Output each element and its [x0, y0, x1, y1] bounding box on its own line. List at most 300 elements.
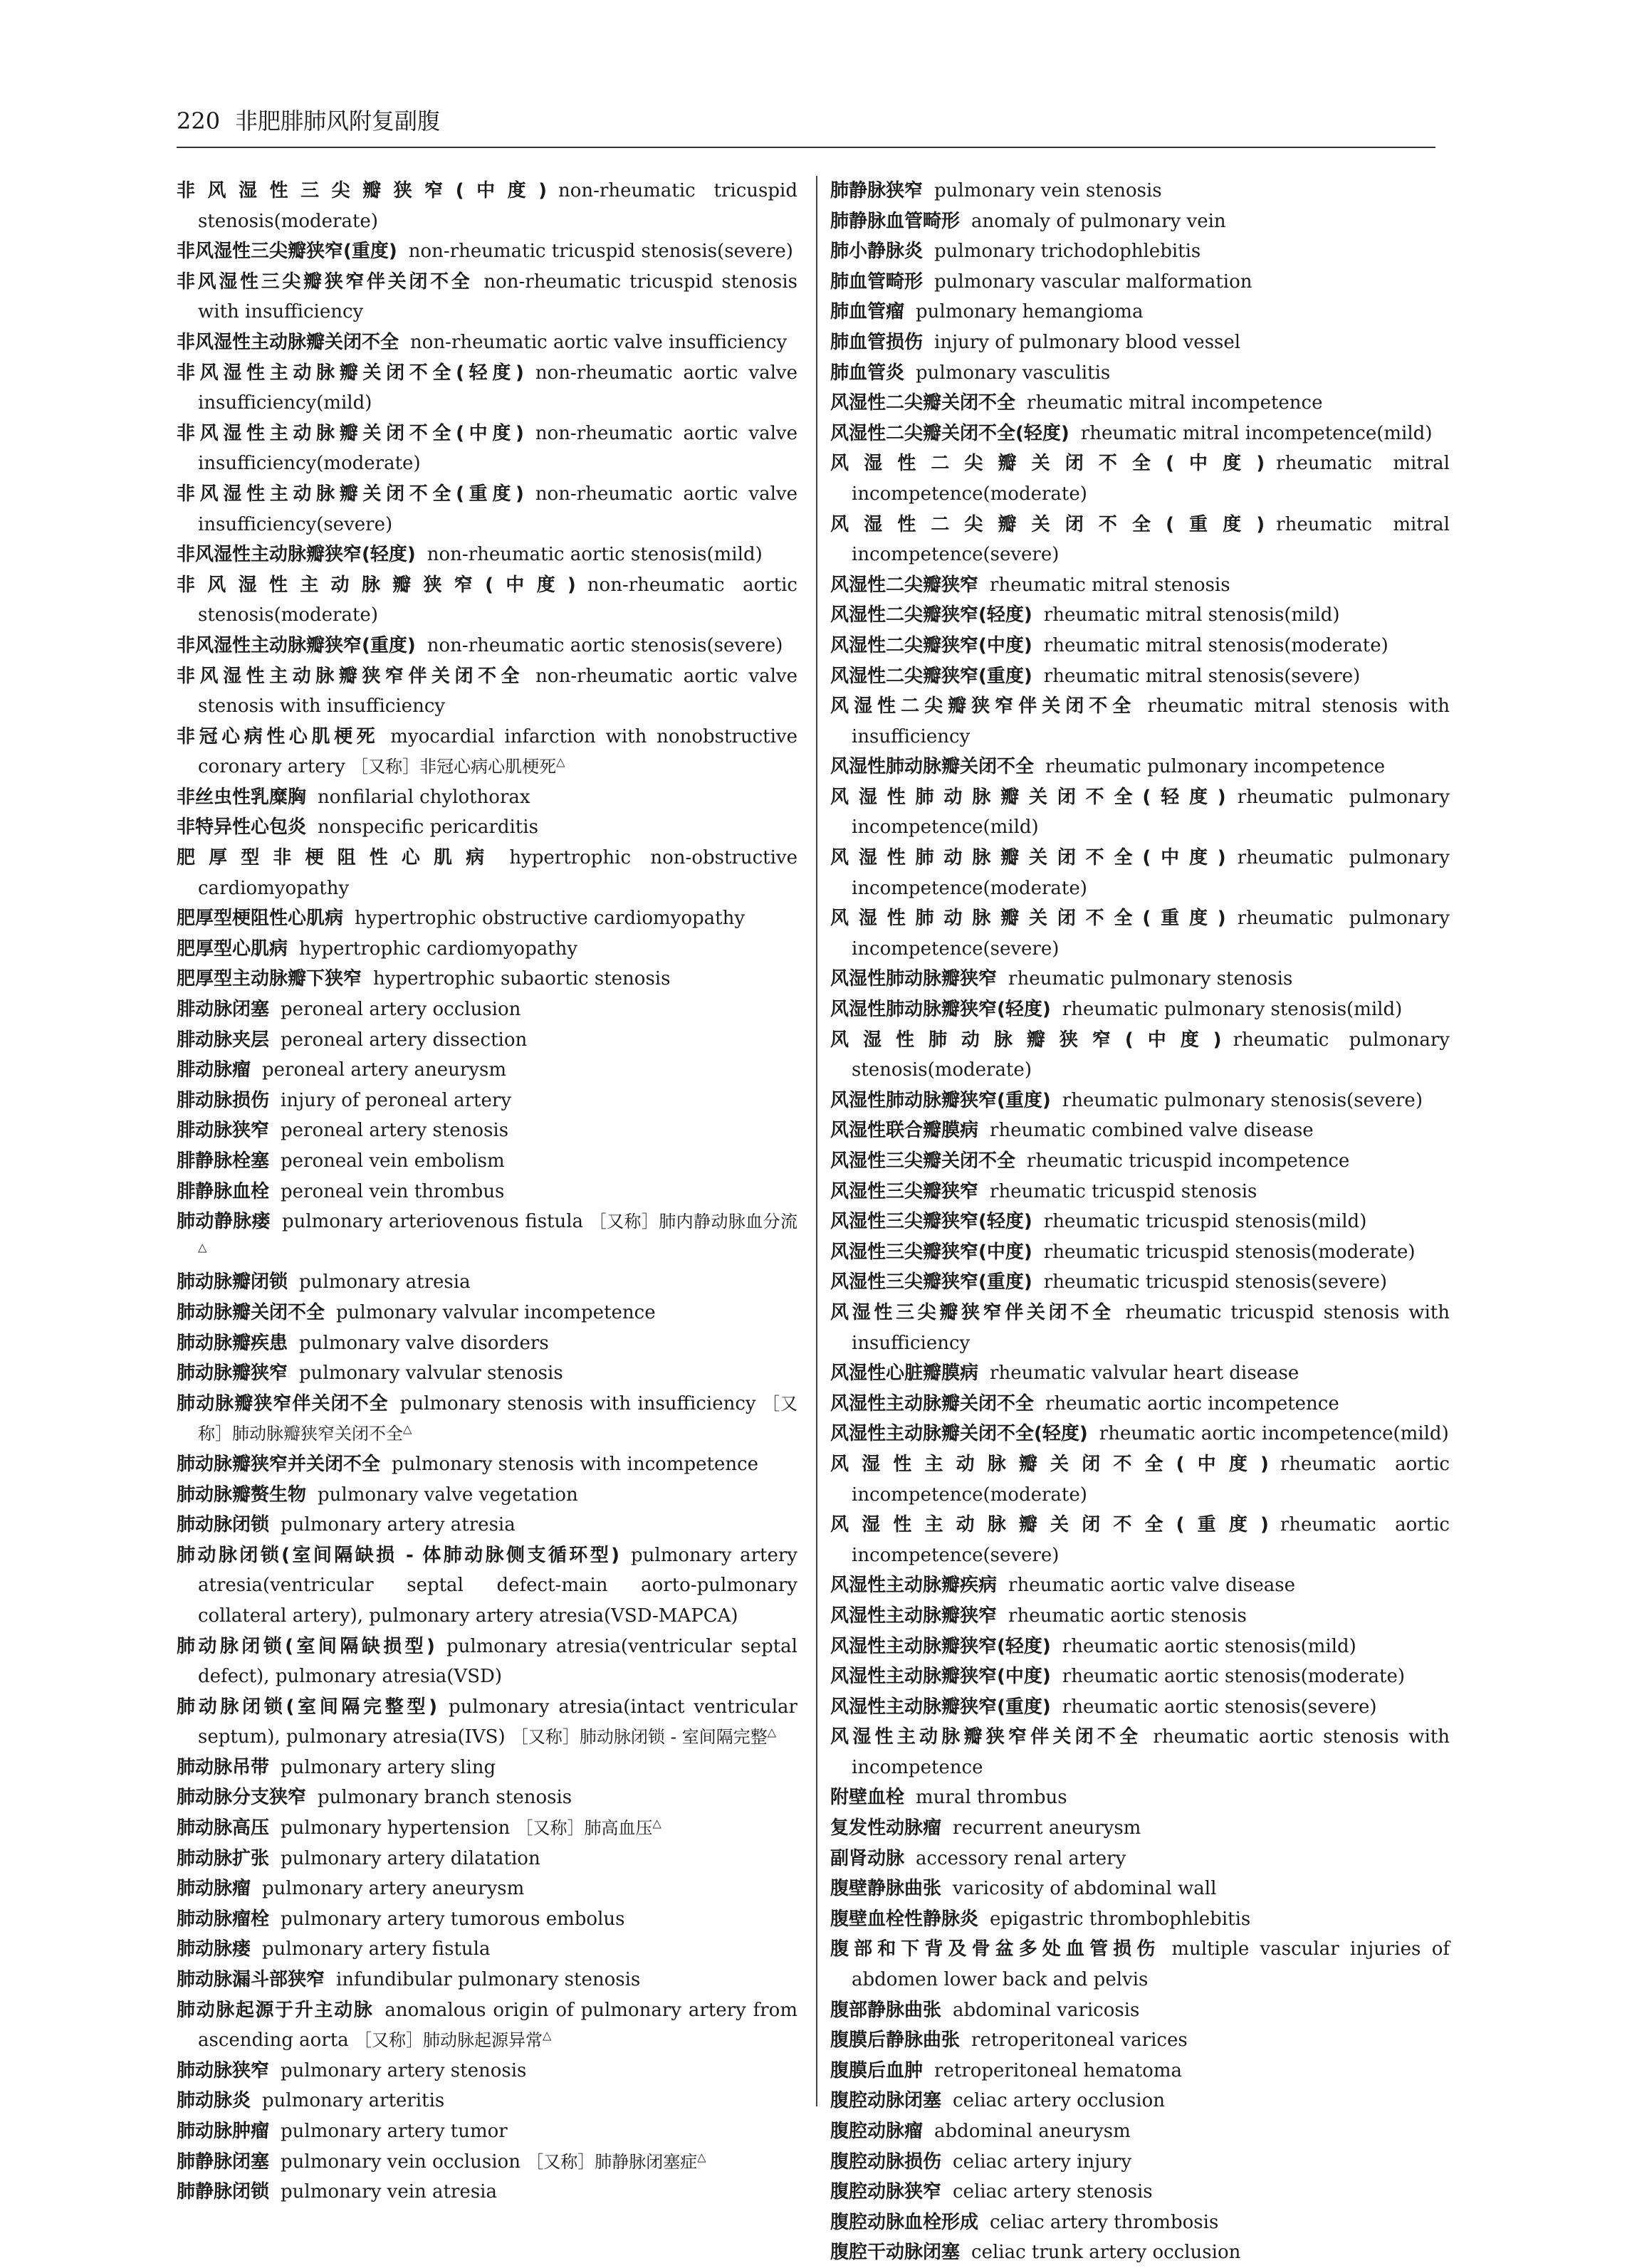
- term-english: rheumatic pulmonary stenosis(mild): [1062, 999, 1403, 1021]
- glossary-entry: [177, 1844, 797, 1874]
- glossary-entry: [830, 1844, 1450, 1874]
- term-chinese: 肺动脉瘤: [177, 1878, 251, 1900]
- term-chinese: 肺动脉瘘: [177, 1938, 251, 1960]
- glossary-entry: [830, 2116, 1450, 2147]
- glossary-entry: [830, 1874, 1450, 1904]
- term-english: rheumatic aortic stenosis(moderate): [1062, 1666, 1405, 1688]
- glossary-entry: [177, 1328, 797, 1359]
- glossary-entry: [177, 1813, 797, 1844]
- term-chinese: 非风湿性三尖瓣狭窄(重度): [177, 241, 397, 263]
- term-english: non-rheumatic tricuspid stenosis(severe): [408, 241, 793, 263]
- glossary-entry: [830, 1207, 1450, 1237]
- term-english: rheumatic aortic incompetence(severe): [852, 1514, 1450, 1566]
- term-english: non-rheumatic aortic valve insufficiency(mild): [198, 362, 797, 414]
- term-chinese: 风湿性主动脉瓣狭窄(轻度): [830, 1635, 1051, 1657]
- term-chinese: 风湿性二尖瓣狭窄(重度): [830, 665, 1032, 687]
- triangle-mark-icon: △: [767, 1725, 777, 1739]
- triangle-mark-icon: △: [403, 1422, 412, 1436]
- term-english: rheumatic pulmonary stenosis: [1008, 968, 1293, 990]
- term-english: non-rheumatic aortic valve insufficiency: [410, 331, 788, 353]
- term-chinese: 风湿性肺动脉瓣狭窄(重度): [830, 1089, 1051, 1111]
- term-chinese: 非风湿性主动脉瓣狭窄(中度): [177, 574, 576, 596]
- glossary-entry: [830, 236, 1450, 267]
- term-english: nonspecific pericarditis: [318, 817, 538, 839]
- glossary-entry: [830, 419, 1450, 449]
- term-english: pulmonary artery sling: [281, 1756, 496, 1778]
- glossary-entry: [830, 631, 1450, 661]
- glossary-entry: [830, 1783, 1450, 1813]
- term-english: rheumatic pulmonary incompetence: [1045, 756, 1386, 778]
- glossary-entry: [830, 2147, 1450, 2178]
- term-english: pulmonary hemangioma: [916, 301, 1144, 323]
- term-chinese: 风湿性三尖瓣狭窄(重度): [830, 1271, 1032, 1293]
- term-chinese: 风湿性二尖瓣关闭不全(中度): [830, 453, 1265, 475]
- term-english: accessory renal artery: [916, 1847, 1126, 1869]
- term-chinese: 非冠心病性心肌梗死: [177, 725, 380, 747]
- term-alias: ［又称］肺动脉闭锁 - 室间隔完整: [511, 1727, 768, 1748]
- term-english: pulmonary artery atresia(ventricular septal defect-main aorto-pulmonary collateral artery), pulmonary artery atresia(VSD-MAPCA): [198, 1544, 797, 1627]
- glossary-entry: [177, 1177, 797, 1207]
- term-alias: ［又称］肺静脉闭塞症: [526, 2151, 698, 2172]
- term-chinese: 腓静脉血栓: [177, 1180, 270, 1202]
- term-english: pulmonary atresia(intact ventricular septum), pulmonary atresia(IVS): [198, 1696, 797, 1748]
- glossary-entry: [177, 1874, 797, 1904]
- term-chinese: 非特异性心包炎: [177, 817, 307, 839]
- glossary-entry: [830, 1115, 1450, 1146]
- term-english: rheumatic pulmonary stenosis(severe): [1062, 1089, 1423, 1111]
- glossary-entry: [177, 994, 797, 1025]
- term-chinese: 肥厚型非梗阻性心肌病: [177, 847, 498, 869]
- glossary-entry: [177, 1086, 797, 1116]
- term-chinese: 肥厚型梗阻性心肌病: [177, 908, 344, 930]
- term-english: non-rheumatic aortic valve stenosis with insufficiency: [198, 665, 797, 718]
- term-english: pulmonary vein stenosis: [934, 180, 1162, 201]
- triangle-mark-icon: △: [542, 2028, 552, 2042]
- glossary-entry: [177, 2056, 797, 2086]
- term-chinese: 非风湿性三尖瓣狭窄伴关闭不全: [177, 271, 473, 293]
- term-english: non-rheumatic aortic stenosis(moderate): [198, 574, 797, 626]
- term-chinese: 风湿性主动脉瓣疾病: [830, 1575, 998, 1597]
- term-english: celiac artery injury: [953, 2151, 1132, 2173]
- glossary-entry: [830, 661, 1450, 692]
- glossary-entry: [177, 1480, 797, 1511]
- term-chinese: 非风湿性主动脉瓣关闭不全(轻度): [177, 362, 524, 384]
- term-chinese: 风湿性肺动脉瓣关闭不全(轻度): [830, 786, 1226, 808]
- term-chinese: 非丝虫性乳糜胸: [177, 786, 307, 808]
- glossary-entry: [830, 1086, 1450, 1116]
- glossary-entry: [830, 206, 1450, 237]
- glossary-entry: [830, 2207, 1450, 2238]
- term-english: pulmonary valvular stenosis: [299, 1363, 563, 1385]
- term-english: non-rheumatic aortic valve insufficiency(severe): [198, 483, 797, 535]
- glossary-entry: [177, 1632, 797, 1692]
- term-alias: ［又称］肺动脉瓣狭窄关闭不全: [198, 1393, 797, 1444]
- term-chinese: 非风湿性主动脉瓣狭窄(轻度): [177, 544, 416, 566]
- term-english: celiac trunk artery occlusion: [971, 2242, 1241, 2264]
- term-english: rheumatic combined valve disease: [990, 1120, 1314, 1142]
- glossary-entry: [177, 903, 797, 934]
- term-chinese: 腓动脉损伤: [177, 1089, 270, 1111]
- glossary-entry: [830, 176, 1450, 206]
- term-english: retroperitoneal varices: [971, 2030, 1188, 2052]
- term-english: rheumatic pulmonary incompetence(mild): [852, 786, 1450, 839]
- term-english: abdominal varicosis: [953, 1999, 1140, 2021]
- term-chinese: 非风湿性主动脉瓣狭窄(重度): [177, 634, 416, 656]
- term-chinese: 腹部静脉曲张: [830, 1999, 942, 2021]
- glossary-entry: [830, 1177, 1450, 1207]
- term-chinese: 风湿性二尖瓣关闭不全: [830, 392, 1016, 414]
- term-english: non-rheumatic tricuspid stenosis with insufficiency: [198, 271, 797, 323]
- term-chinese: 腹腔动脉狭窄: [830, 2181, 942, 2203]
- glossary-entry: [177, 1298, 797, 1328]
- term-chinese: 肺静脉闭锁: [177, 2181, 270, 2203]
- term-english: rheumatic tricuspid stenosis(moderate): [1043, 1241, 1416, 1263]
- term-alias: ［又称］肺内静动脉血分流: [589, 1212, 797, 1232]
- glossary-entry: [830, 2177, 1450, 2207]
- term-english: pulmonary vein occlusion: [281, 2151, 521, 2173]
- glossary-entry: [177, 1207, 797, 1267]
- term-chinese: 风湿性主动脉瓣关闭不全(轻度): [830, 1423, 1088, 1445]
- term-english: myocardial infarction with nonobstructive coronary artery: [198, 725, 797, 778]
- glossary-entry: [177, 782, 797, 813]
- glossary-entry: [177, 1146, 797, 1177]
- glossary-entry: [177, 1115, 797, 1146]
- glossary-entry: [177, 2147, 797, 2178]
- term-chinese: 肺动脉漏斗部狭窄: [177, 1969, 325, 1991]
- term-chinese: 肺动脉分支狭窄: [177, 1787, 307, 1809]
- term-chinese: 肺静脉闭塞: [177, 2151, 270, 2173]
- glossary-entry: [830, 903, 1450, 964]
- glossary-entry: [177, 236, 797, 267]
- term-chinese: 风湿性二尖瓣狭窄伴关闭不全: [830, 695, 1136, 718]
- glossary-entry: [830, 1934, 1450, 1995]
- term-chinese: 风湿性三尖瓣狭窄伴关闭不全: [830, 1301, 1114, 1323]
- term-chinese: 风湿性二尖瓣狭窄(中度): [830, 634, 1032, 656]
- glossary-entry: [177, 661, 797, 722]
- term-english: rheumatic aortic incompetence: [1045, 1392, 1339, 1414]
- left-column: [177, 176, 797, 2207]
- term-chinese: 腓静脉栓塞: [177, 1150, 270, 1172]
- term-english: pulmonary valve vegetation: [318, 1484, 578, 1506]
- glossary-entry: [830, 1904, 1450, 1935]
- term-english: nonfilarial chylothorax: [318, 786, 530, 808]
- term-english: celiac artery occlusion: [953, 2090, 1165, 2112]
- term-chinese: 副肾动脉: [830, 1847, 905, 1869]
- term-english: hypertrophic obstructive cardiomyopathy: [355, 908, 746, 930]
- glossary-entry: [830, 994, 1450, 1025]
- term-chinese: 肺动脉高压: [177, 1817, 270, 1839]
- glossary-entry: [830, 2086, 1450, 2116]
- term-chinese: 非风湿性三尖瓣狭窄(中度): [177, 180, 548, 201]
- term-chinese: 肺血管瘤: [830, 301, 905, 323]
- term-english: pulmonary artery aneurysm: [262, 1878, 525, 1900]
- glossary-entry: [830, 1358, 1450, 1389]
- term-english: rheumatic pulmonary incompetence(severe): [852, 908, 1450, 960]
- term-chinese: 肺动静脉瘘: [177, 1211, 271, 1233]
- term-english: celiac artery thrombosis: [990, 2211, 1219, 2233]
- term-english: pulmonary vascular malformation: [934, 271, 1252, 293]
- term-english: pulmonary vein atresia: [281, 2181, 497, 2203]
- term-chinese: 腹腔动脉损伤: [830, 2151, 942, 2173]
- term-english: rheumatic tricuspid stenosis with insufficiency: [852, 1301, 1450, 1354]
- term-english: rheumatic tricuspid stenosis: [990, 1180, 1257, 1202]
- glossary-entry: [177, 327, 797, 358]
- term-alias: ［又称］肺动脉起源异常: [354, 2030, 543, 2051]
- term-english: rheumatic mitral stenosis with insufficiency: [852, 695, 1450, 747]
- term-chinese: 肺动脉炎: [177, 2090, 251, 2112]
- term-english: pulmonary artery dilatation: [281, 1847, 540, 1869]
- term-english: non-rheumatic aortic stenosis(severe): [427, 634, 783, 656]
- glossary-entry: [830, 843, 1450, 903]
- glossary-entry: [830, 1692, 1450, 1723]
- term-english: pulmonary valve disorders: [299, 1332, 549, 1354]
- term-english: rheumatic valvular heart disease: [990, 1363, 1299, 1385]
- term-english: peroneal vein embolism: [281, 1150, 505, 1172]
- glossary-entry: [830, 1389, 1450, 1419]
- glossary-entry: [177, 1995, 797, 2056]
- term-chinese: 肺动脉瓣狭窄: [177, 1363, 288, 1385]
- term-chinese: 肥厚型主动脉瓣下狭窄: [177, 968, 362, 990]
- glossary-entry: [177, 358, 797, 419]
- glossary-entry: [830, 267, 1450, 298]
- glossary-entry: [830, 510, 1450, 570]
- glossary-entry: [177, 1965, 797, 1995]
- term-english: injury of pulmonary blood vessel: [934, 331, 1241, 353]
- term-chinese: 腓动脉闭塞: [177, 999, 270, 1021]
- glossary-entry: [177, 267, 797, 327]
- glossary-entry: [830, 1601, 1450, 1632]
- term-chinese: 风湿性主动脉瓣狭窄(中度): [830, 1666, 1051, 1688]
- term-chinese: 附壁血栓: [830, 1787, 905, 1809]
- glossary-entry: [830, 1813, 1450, 1844]
- term-chinese: 非风湿性主动脉瓣关闭不全(重度): [177, 483, 524, 505]
- term-chinese: 风湿性主动脉瓣狭窄: [830, 1605, 998, 1627]
- term-chinese: 风湿性肺动脉瓣关闭不全(中度): [830, 847, 1226, 869]
- glossary-entry: [830, 1632, 1450, 1662]
- glossary-entry: [177, 843, 797, 903]
- term-chinese: 肺静脉血管畸形: [830, 210, 961, 232]
- term-chinese: 肺血管畸形: [830, 271, 924, 293]
- term-chinese: 风湿性三尖瓣狭窄(中度): [830, 1241, 1032, 1263]
- term-chinese: 肺动脉肿瘤: [177, 2121, 270, 2142]
- term-english: hypertrophic non-obstructive cardiomyopathy: [198, 847, 797, 899]
- glossary-entry: [177, 1025, 797, 1056]
- glossary-entry: [177, 1783, 797, 1813]
- term-chinese: 腹壁静脉曲张: [830, 1878, 942, 1900]
- glossary-entry: [177, 812, 797, 843]
- glossary-entry: [830, 1510, 1450, 1570]
- term-chinese: 肺动脉吊带: [177, 1756, 270, 1778]
- term-english: peroneal artery dissection: [281, 1029, 528, 1051]
- glossary-entry: [830, 2056, 1450, 2086]
- glossary-entry: [830, 1449, 1450, 1510]
- glossary-entry: [177, 2116, 797, 2147]
- term-english: peroneal artery occlusion: [281, 999, 521, 1021]
- term-english: recurrent aneurysm: [953, 1817, 1141, 1839]
- term-chinese: 肺动脉闭锁: [177, 1514, 270, 1536]
- glossary-entry: [830, 327, 1450, 358]
- term-english: hypertrophic subaortic stenosis: [373, 968, 671, 990]
- right-column: [830, 176, 1450, 2268]
- term-chinese: 肺血管炎: [830, 362, 905, 384]
- term-english: rheumatic pulmonary incompetence(moderate): [852, 847, 1450, 899]
- glossary-entry: [177, 1510, 797, 1540]
- term-chinese: 腹腔动脉瘤: [830, 2121, 924, 2142]
- term-english: rheumatic tricuspid stenosis(severe): [1043, 1271, 1388, 1293]
- term-chinese: 风湿性二尖瓣关闭不全(重度): [830, 513, 1265, 535]
- term-chinese: 风湿性三尖瓣狭窄(轻度): [830, 1211, 1032, 1233]
- term-english: pulmonary stenosis with insufficiency: [399, 1392, 756, 1414]
- term-english: pulmonary artery fistula: [262, 1938, 491, 1960]
- glossary-entry: [830, 2237, 1450, 2268]
- term-english: pulmonary hypertension: [281, 1817, 511, 1839]
- term-english: peroneal artery aneurysm: [262, 1059, 506, 1081]
- term-chinese: 风湿性主动脉瓣狭窄(重度): [830, 1696, 1051, 1718]
- glossary-entry: [177, 1692, 797, 1753]
- term-chinese: 复发性动脉瘤: [830, 1817, 942, 1839]
- term-chinese: 风湿性三尖瓣狭窄: [830, 1180, 979, 1202]
- glossary-entry: [830, 782, 1450, 843]
- glossary-entry: [177, 570, 797, 631]
- term-english: non-rheumatic aortic valve insufficiency(moderate): [198, 422, 797, 475]
- term-english: multiple vascular injuries of abdomen lower back and pelvis: [852, 1938, 1450, 1991]
- triangle-mark-icon: △: [556, 755, 565, 769]
- term-chinese: 肺动脉瓣赘生物: [177, 1484, 307, 1506]
- term-chinese: 风湿性肺动脉瓣狭窄(轻度): [830, 999, 1051, 1021]
- term-english: pulmonary atresia: [299, 1271, 471, 1293]
- term-chinese: 风湿性联合瓣膜病: [830, 1120, 979, 1142]
- term-chinese: 肺小静脉炎: [830, 241, 924, 263]
- glossary-entry: [177, 1904, 797, 1935]
- term-chinese: 腹腔动脉血栓形成: [830, 2211, 979, 2233]
- term-english: pulmonary branch stenosis: [318, 1787, 572, 1809]
- term-english: rheumatic aortic stenosis(severe): [1062, 1696, 1377, 1718]
- term-english: rheumatic aortic incompetence(moderate): [852, 1453, 1450, 1506]
- triangle-mark-icon: △: [697, 2149, 706, 2163]
- term-chinese: 风湿性三尖瓣关闭不全: [830, 1150, 1016, 1172]
- term-english: epigastric thrombophlebitis: [990, 1908, 1251, 1930]
- term-english: non-rheumatic tricuspid stenosis(moderate): [198, 180, 797, 232]
- term-english: rheumatic mitral incompetence(mild): [1080, 422, 1433, 444]
- term-chinese: 肺动脉瓣疾患: [177, 1332, 288, 1354]
- term-english: rheumatic aortic stenosis(mild): [1062, 1635, 1356, 1657]
- glossary-entry: [830, 752, 1450, 782]
- glossary-entry: [177, 1267, 797, 1298]
- term-chinese: 风湿性肺动脉瓣关闭不全: [830, 756, 1035, 778]
- running-title: 非肥腓肺风附复副腹: [235, 107, 441, 135]
- glossary-entry: [177, 631, 797, 661]
- glossary-entry: [177, 1934, 797, 1965]
- term-chinese: 肺动脉起源于升主动脉: [177, 1999, 374, 2021]
- term-chinese: 非风湿性主动脉瓣狭窄伴关闭不全: [177, 665, 525, 687]
- term-english: retroperitoneal hematoma: [934, 2059, 1182, 2081]
- glossary-entry: [830, 358, 1450, 389]
- term-english: rheumatic tricuspid incompetence: [1027, 1150, 1350, 1172]
- term-chinese: 肺动脉狭窄: [177, 2059, 270, 2081]
- term-chinese: 肺动脉瓣关闭不全: [177, 1301, 325, 1323]
- term-english: rheumatic mitral stenosis(mild): [1043, 604, 1340, 626]
- term-chinese: 风湿性主动脉瓣关闭不全(重度): [830, 1514, 1269, 1536]
- glossary-entry: [177, 1449, 797, 1480]
- term-english: rheumatic aortic valve disease: [1008, 1575, 1296, 1597]
- term-english: non-rheumatic aortic stenosis(mild): [427, 544, 763, 566]
- term-chinese: 腹膜后静脉曲张: [830, 2030, 961, 2052]
- glossary-entry: [830, 1419, 1450, 1449]
- term-english: rheumatic mitral stenosis: [990, 574, 1230, 596]
- term-english: hypertrophic cardiomyopathy: [299, 938, 578, 960]
- term-english: mural thrombus: [916, 1787, 1067, 1809]
- glossary-entry: [830, 1025, 1450, 1086]
- term-chinese: 腓动脉夹层: [177, 1029, 270, 1051]
- glossary-entry: [830, 297, 1450, 327]
- term-chinese: 肺动脉瓣闭锁: [177, 1271, 288, 1293]
- term-english: abdominal aneurysm: [934, 2121, 1131, 2142]
- term-english: peroneal vein thrombus: [281, 1180, 505, 1202]
- term-chinese: 非风湿性主动脉瓣关闭不全(中度): [177, 422, 524, 444]
- term-chinese: 肺动脉瘤栓: [177, 1908, 270, 1930]
- term-english: anomalous origin of pulmonary artery from ascending aorta: [198, 1999, 797, 2052]
- term-english: rheumatic pulmonary stenosis(moderate): [852, 1029, 1450, 1081]
- term-chinese: 风湿性主动脉瓣关闭不全(中度): [830, 1453, 1269, 1475]
- term-english: pulmonary artery tumorous embolus: [281, 1908, 625, 1930]
- term-english: rheumatic tricuspid stenosis(mild): [1043, 1211, 1367, 1233]
- term-english: rheumatic mitral incompetence(moderate): [852, 453, 1450, 505]
- glossary-entry: [177, 479, 797, 540]
- term-english: celiac artery stenosis: [953, 2181, 1153, 2203]
- term-chinese: 肺动脉闭锁(室间隔缺损 - 体肺动脉侧支循环型): [177, 1544, 620, 1566]
- glossary-entry: [177, 176, 797, 236]
- glossary-entry: [177, 1055, 797, 1086]
- glossary-entry: [830, 570, 1450, 601]
- glossary-entry: [177, 1753, 797, 1783]
- term-chinese: 风湿性二尖瓣狭窄(轻度): [830, 604, 1032, 626]
- term-chinese: 肥厚型心肌病: [177, 938, 288, 960]
- term-english: pulmonary valvular incompetence: [336, 1301, 656, 1323]
- term-english: peroneal artery stenosis: [281, 1120, 509, 1142]
- glossary-entry: [830, 448, 1450, 509]
- term-chinese: 腓动脉瘤: [177, 1059, 251, 1081]
- term-chinese: 肺动脉瓣狭窄并关闭不全: [177, 1453, 381, 1475]
- term-chinese: 腹腔干动脉闭塞: [830, 2242, 961, 2264]
- glossary-entry: [830, 388, 1450, 419]
- term-english: rheumatic aortic incompetence(mild): [1099, 1423, 1449, 1445]
- glossary-entry: [830, 1298, 1450, 1358]
- term-english: injury of peroneal artery: [281, 1089, 512, 1111]
- glossary-entry: [830, 1722, 1450, 1783]
- term-english: pulmonary artery atresia: [281, 1514, 516, 1536]
- triangle-mark-icon: △: [652, 1816, 661, 1830]
- term-chinese: 腹壁血栓性静脉炎: [830, 1908, 979, 1930]
- glossary-entry: [830, 2025, 1450, 2056]
- term-english: infundibular pulmonary stenosis: [336, 1969, 641, 1991]
- term-chinese: 肺动脉扩张: [177, 1847, 270, 1869]
- glossary-entry: [830, 1146, 1450, 1177]
- term-english: anomaly of pulmonary vein: [971, 210, 1226, 232]
- glossary-entry: [830, 691, 1450, 752]
- term-chinese: 肺血管损伤: [830, 331, 924, 353]
- term-chinese: 风湿性主动脉瓣关闭不全: [830, 1392, 1035, 1414]
- glossary-entry: [830, 964, 1450, 994]
- term-english: pulmonary artery stenosis: [281, 2059, 527, 2081]
- glossary-entry: [177, 964, 797, 994]
- triangle-mark-icon: △: [198, 1240, 207, 1254]
- term-chinese: 风湿性肺动脉瓣狭窄: [830, 968, 998, 990]
- glossary-entry: [177, 934, 797, 965]
- term-chinese: 腓动脉狭窄: [177, 1120, 270, 1142]
- term-chinese: 肺动脉闭锁(室间隔缺损型): [177, 1635, 435, 1657]
- term-alias: ［又称］非冠心病心肌梗死: [351, 757, 557, 777]
- term-chinese: 腹腔动脉闭塞: [830, 2090, 942, 2112]
